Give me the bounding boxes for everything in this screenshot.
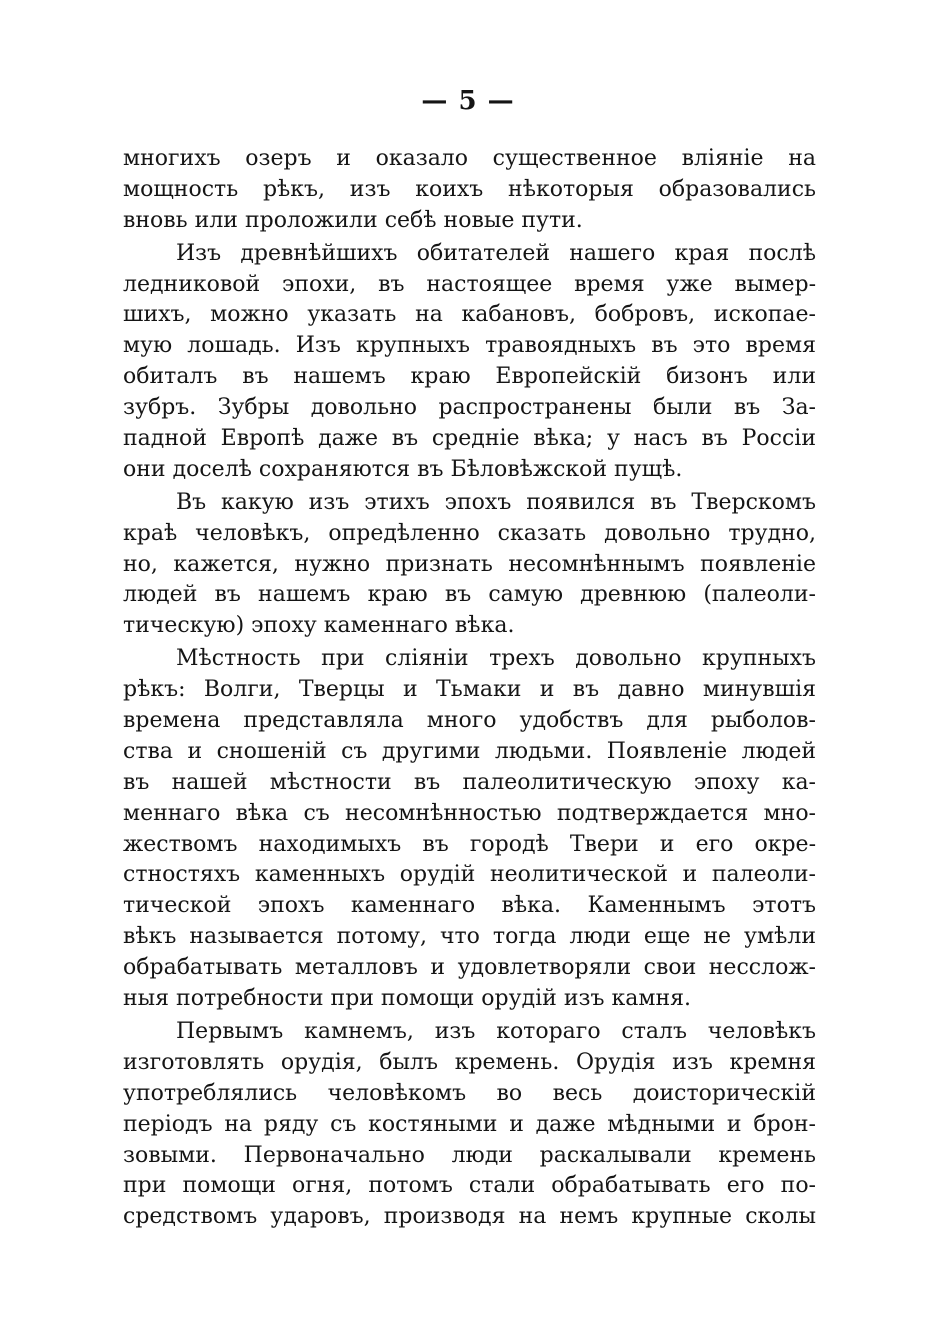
text-line: періодъ на ряду съ костяными и даже мѣдными и брон- — [123, 1111, 816, 1137]
paragraph-3 — [123, 488, 816, 642]
page-number: — 5 — — [421, 86, 515, 116]
text-line: вновь или проложили себѣ новые пути. — [123, 207, 583, 233]
paragraph-4 — [123, 644, 816, 1015]
text-line: времена представляла много удобствъ для рыболов- — [123, 708, 816, 734]
paragraph-5 — [123, 1017, 816, 1233]
text-line: Первымъ камнемъ, изъ котораго сталъ человѣкъ — [176, 1018, 816, 1044]
text-line: ныя потребности при помощи орудій изъ камня. — [123, 986, 691, 1012]
text-line: въ нашей мѣстности въ палеолитическую эпоху ка- — [123, 769, 816, 795]
text-line: изготовлять орудія, былъ кремень. Орудія изъ кремня — [123, 1049, 816, 1075]
text-line: тической эпохъ каменнаго вѣка. Каменнымъ этотъ — [123, 893, 816, 919]
text-line: Мѣстность при сліяніи трехъ довольно крупныхъ — [176, 646, 816, 672]
text-line: но, кажется, нужно признать несомнѣннымъ появленіе — [123, 551, 816, 577]
body-text — [123, 144, 816, 1233]
text-line: краѣ человѣкъ, опредѣленно сказать довольно трудно, — [123, 520, 816, 546]
text-line: Въ какую изъ этихъ эпохъ появился въ Тверскомъ — [176, 489, 816, 515]
text-line: стностяхъ каменныхъ орудій неолитической и палеоли- — [123, 862, 816, 888]
text-line: вѣкъ называется потому, что тогда люди еще не умѣли — [123, 924, 816, 950]
text-line: Изъ древнѣйшихъ обитателей нашего края послѣ — [176, 240, 816, 266]
text-line: они доселѣ сохраняются въ Бѣловѣжской пущѣ. — [123, 456, 683, 482]
text-line: мощность рѣкъ, изъ коихъ нѣкоторыя образовались — [123, 176, 816, 202]
text-line: меннаго вѣка съ несомнѣнностью подтверждается мно- — [123, 800, 816, 826]
text-line: мую лошадь. Изъ крупныхъ травоядныхъ въ это время — [123, 333, 816, 359]
text-line: ледниковой эпохи, въ настоящее время уже вымер- — [123, 271, 816, 297]
text-line: рѣкъ: Волги, Тверцы и Тьмаки и въ давно минувшія — [123, 677, 816, 703]
text-line: обиталъ въ нашемъ краю Европейскій бизонъ или — [123, 364, 816, 390]
text-line: обрабатывать металловъ и удовлетворяли свои несслож- — [123, 955, 816, 981]
text-line: тическую) эпоху каменнаго вѣка. — [123, 613, 515, 639]
paragraph-1 — [123, 144, 816, 237]
text-line: шихъ, можно указать на кабановъ, бобровъ, ископае- — [123, 302, 816, 328]
text-line: зовыми. Первоначально люди раскалывали кремень — [123, 1142, 816, 1168]
text-line: при помощи огня, потомъ стали обрабатывать его по- — [123, 1173, 816, 1199]
text-line: зубръ. Зубры довольно распространены были въ За- — [123, 395, 816, 421]
text-line: средствомъ ударовъ, производя на немъ крупные сколы — [123, 1204, 816, 1230]
text-line: употреблялись человѣкомъ во весь доисторическій — [123, 1080, 816, 1106]
text-line: жествомъ находимыхъ въ городѣ Твери и его окре- — [123, 831, 816, 857]
text-line: многихъ озеръ и оказало существенное вліяніе на — [123, 146, 816, 171]
text-line: падной Европѣ даже въ средніе вѣка; у насъ въ Россіи — [123, 426, 816, 452]
text-line: людей въ нашемъ краю въ самую древнюю (палеоли- — [123, 582, 816, 608]
paragraph-2 — [123, 239, 816, 486]
text-line: ства и сношеній съ другими людьми. Появленіе людей — [123, 738, 816, 764]
